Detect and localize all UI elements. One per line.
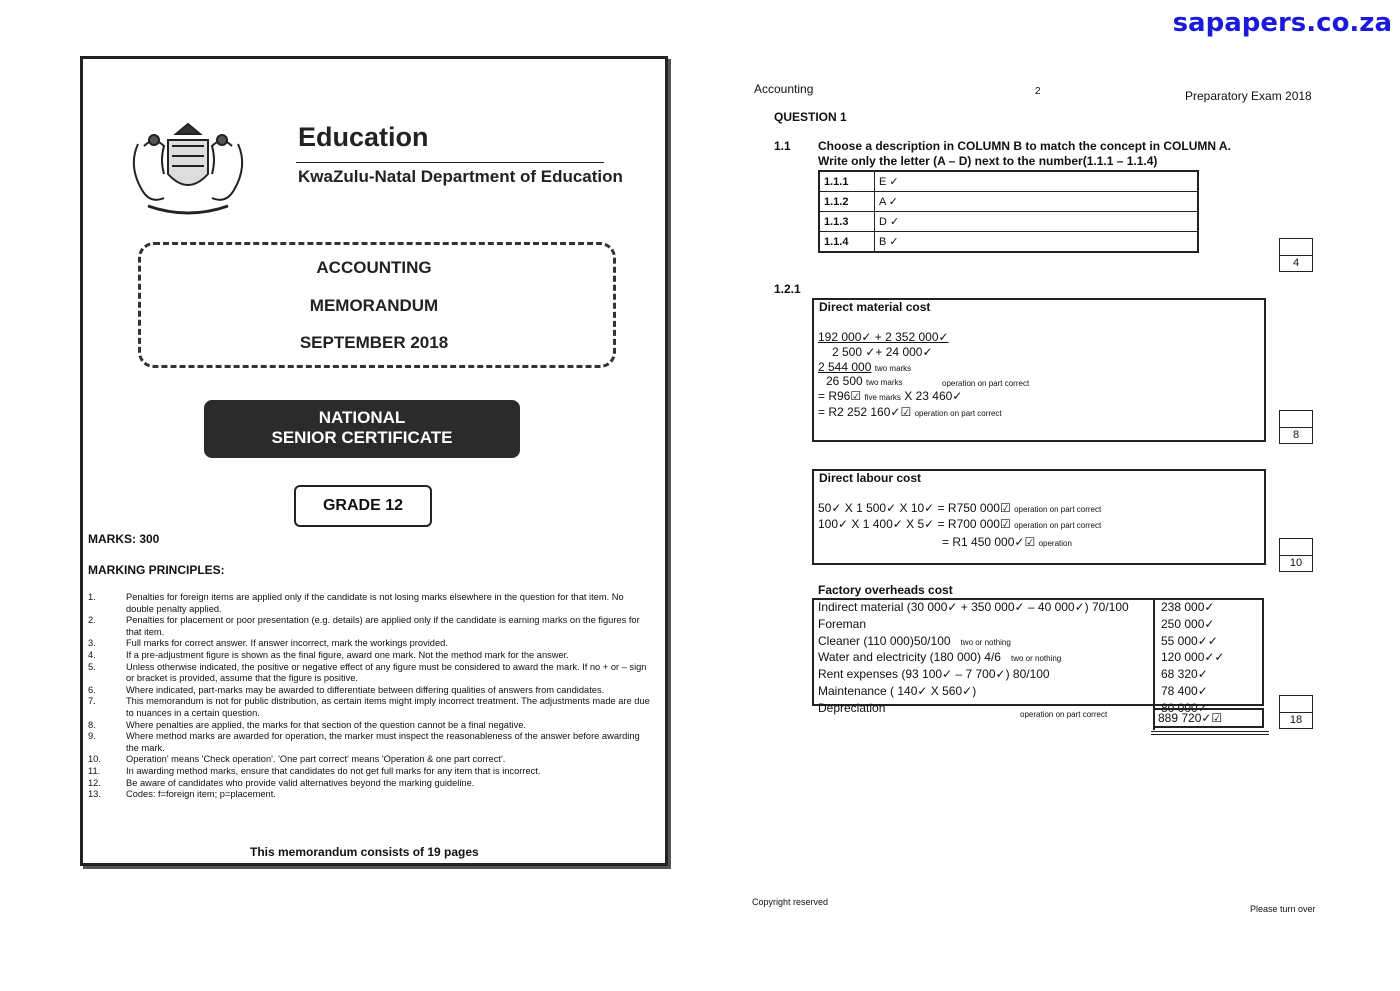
table-row: Maintenance ( 140✓ X 560✓) 78 400✓: [818, 683, 1208, 698]
foc-mark-value: 18: [1289, 714, 1303, 726]
dmc-line-2: 2 500 ✓+ 24 000✓: [832, 345, 933, 359]
principle-item: 4. If a pre-adjustment figure is shown as the final figure, award one mark. Not the method mark for the answer.: [88, 649, 569, 660]
table-row: Depreciation 80 000✓: [818, 700, 1208, 715]
total-marks: MARKS: 300: [88, 532, 160, 546]
principle-item: 12. Be aware of candidates who provide valid alternatives beyond the marking guideline.: [88, 777, 475, 788]
marking-principles-list: [88, 592, 654, 801]
q11-mark-value: 4: [1292, 257, 1300, 269]
q11-mark-box: [1279, 238, 1313, 272]
marking-principles-title: MARKING PRINCIPLES:: [88, 563, 225, 577]
document-type: MEMORANDUM: [309, 296, 439, 315]
dmc-mark-value: 8: [1292, 429, 1300, 441]
principle-item: 1. Penalties for foreign items are applied only if the candidate is not losing marks elsewhere in the question for that item. No double penalty applied.: [88, 592, 624, 614]
foc-total: 889 720✓☑: [1158, 711, 1223, 725]
education-heading: Education: [298, 122, 429, 152]
question-heading: QUESTION 1: [774, 110, 847, 124]
dlc-line-1: 50✓ X 1 500✓ X 10✓ = R750 000☑ operation on part correct: [818, 501, 1102, 515]
foc-total-double-underline: [1151, 731, 1269, 735]
dmc-line-6: = R2 252 160✓☑ operation on part correct: [818, 405, 1002, 419]
dlc-line-2: 100✓ X 1 400✓ X 5✓ = R700 000☑ operation on part correct: [818, 517, 1102, 531]
foc-title: Factory overheads cost: [818, 583, 953, 597]
principle-item: 11. In awarding method marks, ensure that candidates do not get full marks for any item that is incorrect.: [88, 765, 541, 776]
principle-item: 3. Full marks for correct answer. If answer incorrect, mark the workings provided.: [88, 638, 448, 649]
coat-of-arms-icon: [124, 116, 252, 220]
foc-total-box: [1153, 708, 1264, 728]
dlc-title: Direct labour cost: [819, 471, 922, 485]
table-row: Cleaner (110 000)50/100 two or nothing 55 000✓✓: [818, 633, 1218, 648]
table-row: 1.1.4 B ✓: [819, 232, 1198, 253]
table-row: 1.1.3 D ✓: [819, 212, 1198, 232]
dlc-line-3: = R1 450 000✓☑ operation: [942, 535, 1072, 549]
q11-instruction-1: Choose a description in COLUMN B to match the concept in COLUMN A.: [818, 139, 1231, 153]
principle-item: 13. Codes: f=foreign item; p=placement.: [88, 789, 276, 800]
turn-over-note: Please turn over: [1250, 904, 1316, 914]
foc-table: [814, 600, 1262, 718]
page-count-note: This memorandum consists of 19 pages: [250, 845, 479, 859]
table-row: Rent expenses (93 100✓ – 7 700✓) 80/100 68 320✓: [818, 667, 1208, 682]
department-name: KwaZulu-Natal Department of Education: [298, 167, 623, 186]
page-number: 2: [1035, 86, 1041, 97]
nsc-line-1: NATIONAL: [318, 408, 406, 427]
nsc-line-2: SENIOR CERTIFICATE: [271, 428, 453, 447]
dmc-line-5: = R96☑ five marks X 23 460✓: [818, 389, 963, 403]
dmc-title: Direct material cost: [819, 300, 931, 314]
dmc-mark-box: [1279, 410, 1313, 444]
principle-item: 9. Where method marks are awarded for operation, the marker must inspect the reasonableness of the answer before awarding the mark.: [88, 731, 640, 753]
header-subject: Accounting: [754, 82, 814, 96]
table-row: Foreman 250 000✓: [818, 616, 1215, 631]
q121-number: 1.2.1: [774, 282, 801, 296]
principle-item: 5. Unless otherwise indicated, the positive or negative effect of any figure must be considered to award the mark. If no + or – sign or bracket is provided, assume that the figure is positive.: [88, 661, 647, 684]
dlc-mark-box: [1279, 538, 1313, 572]
subject-title: ACCOUNTING: [316, 258, 432, 277]
grade-badge: GRADE 12: [294, 485, 432, 527]
dmc-note: operation on part correct: [942, 379, 1030, 388]
principle-item: 6. Where indicated, part-marks may be awarded to differentiate between differing qualities of answers from candidates.: [88, 684, 605, 695]
dmc-line-1: 192 000✓ + 2 352 000✓: [818, 330, 949, 344]
dlc-mark-value: 10: [1289, 557, 1303, 569]
q11-number: 1.1: [774, 139, 791, 153]
table-row: 1.1.2 A ✓: [819, 192, 1198, 212]
dmc-line-3: 2 544 000 two marks: [818, 360, 912, 374]
site-watermark: sapapers.co.za: [1172, 8, 1392, 38]
copyright-note: Copyright reserved: [752, 897, 829, 907]
principle-item: 7. This memorandum is not for public distribution, as certain items might imply incorrect treatment. The adjustments made are due to nuances in a certain question.: [88, 696, 650, 718]
table-row: Indirect material (30 000✓ + 350 000✓ – 40 000✓) 70/100 238 000✓: [818, 600, 1215, 614]
table-row: Water and electricity (180 000) 4/6 two or nothing 120 000✓✓: [818, 650, 1225, 665]
nsc-banner: [204, 400, 520, 458]
table-row: 1.1.1 E ✓: [819, 171, 1198, 192]
q11-answer-table: [818, 170, 1199, 253]
header-exam: Preparatory Exam 2018: [1185, 89, 1312, 103]
exam-date: SEPTEMBER 2018: [299, 333, 449, 352]
principle-item: 2. Penalties for placement or poor presentation (e.g. details) are applied only if the candidate is earning marks on the figures for that item.: [88, 615, 640, 637]
heading-divider: [296, 162, 604, 163]
q11-instruction-2: Write only the letter (A – D) next to the number(1.1.1 – 1.1.4): [818, 154, 1158, 168]
principle-item: 10. Operation' means 'Check operation'. 'One part correct' means 'Operation & one part correct'.: [88, 754, 506, 765]
dmc-line-4: 26 500 two marks: [826, 374, 903, 388]
foc-total-note: operation on part correct: [1020, 710, 1108, 719]
principle-item: 8. Where penalties are applied, the marks for that section of the question cannot be a final negative.: [88, 719, 527, 730]
foc-mark-box: [1279, 695, 1313, 729]
